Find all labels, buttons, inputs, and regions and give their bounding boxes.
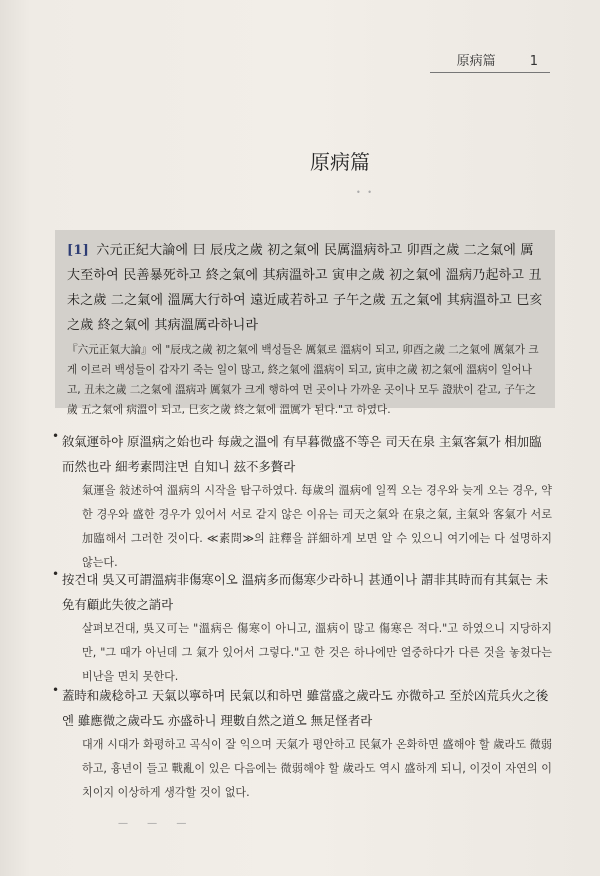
quote-original (67, 238, 543, 338)
paragraph-original: 按건대 吳又可謂溫病非傷寒이오 溫病多而傷寒少라하니 甚通이나 謂非其時而有其氣는 未免有顧此失彼之誚라 (62, 572, 549, 612)
commentary-paragraph (52, 567, 552, 689)
header-section-title: 原病篇 (456, 54, 496, 69)
bullet: • (52, 429, 60, 443)
paragraph-translation: 대개 시대가 화평하고 곡식이 잘 익으며 天氣가 평안하고 民氣가 온화하면 盛해야 할 歲라도 微弱하고, 흉년이 들고 戰亂이 있은 다음에는 微弱해야 할 歲라도 역시 盛하게 되니, 이것이 자연의 이치이지 이상하게 생각할 것이 없다. (82, 738, 552, 799)
quote-number: [1] (67, 243, 89, 258)
commentary-paragraph (52, 429, 552, 575)
bullet: • (52, 567, 60, 581)
header-divider (430, 72, 550, 73)
commentary-paragraph (52, 683, 552, 805)
chapter-title: 原病篇 (310, 150, 370, 174)
page-number: 1 (529, 54, 538, 69)
quote-original-text: 六元正紀大論에 曰 辰戌之歲 初之氣에 民厲溫病하고 卯酉之歲 二之氣에 厲大至하여 民善暴死하고 終之氣에 其病溫하고 寅申之歲 初之氣에 溫病乃起하고 丑未之歲 二之氣에 溫厲大行하여 遠近咸若하고 子午之歲 五之氣에 其病溫하고 巳亥之歲 終之氣에 其病溫厲라하니라 (67, 243, 543, 333)
margin-scribble: — — — (118, 818, 195, 829)
bullet: • (52, 683, 60, 697)
paragraph-original: 敘氣運하야 原溫病之始也라 每歲之溫에 有早暮微盛不等은 司天在泉 主氣客氣가 相加臨而然也라 細考素問注면 自知니 玆不多贅라 (62, 434, 542, 474)
center-dots: • • (356, 188, 374, 197)
paragraph-translation: 살펴보건대, 吳又可는 "溫病은 傷寒이 아니고, 溫病이 많고 傷寒은 적다."고 하였으니 지당하지만, "그 때가 아닌데 그 氣가 있어서 그렇다."고 한 것은 하나에만 열중하다가 다른 것을 놓쳤다는 비난을 면치 못한다. (82, 622, 552, 683)
quote-box (55, 230, 555, 416)
running-header (457, 50, 538, 69)
paragraph-original: 蓋時和歲稔하고 天氣以寧하며 民氣以和하면 雖當盛之歲라도 亦微하고 至於凶荒兵火之後엔 雖應微之歲라도 亦盛하니 理數自然之道오 無足怪者라 (62, 688, 549, 728)
quote-translation: 『六元正氣大論』에 "辰戌之歲 初之氣에 백성들은 厲氣로 溫病이 되고, 卯酉之歲 二之氣에 厲氣가 크게 이르러 백성들이 갑자기 죽는 일이 많고, 終之氣에 溫病이 되고, 寅申之歲 初之氣에 溫病이 일어나고, 丑未之歲 二之氣에 溫病과 厲氣가 크게 행하여 먼 곳이나 가까운 곳이나 모두 證狀이 같고, 子午之歲 五之氣에 病溫이 되고, 巳亥之歲 終之氣에 溫厲가 된다."고 하였다. (67, 344, 539, 416)
paragraph-translation: 氣運을 敍述하여 溫病의 시작을 탐구하였다. 每歲의 溫病에 일찍 오는 경우와 늦게 오는 경우, 약한 경우와 盛한 경우가 있어서 서로 같지 않은 이유는 司天之氣와 在泉之氣, 主氣와 客氣가 서로 加臨해서 그러한 것이다. ≪素問≫의 註釋을 詳細하게 보면 알 수 있으니 여기에는 다 설명하지 않는다. (82, 484, 552, 569)
